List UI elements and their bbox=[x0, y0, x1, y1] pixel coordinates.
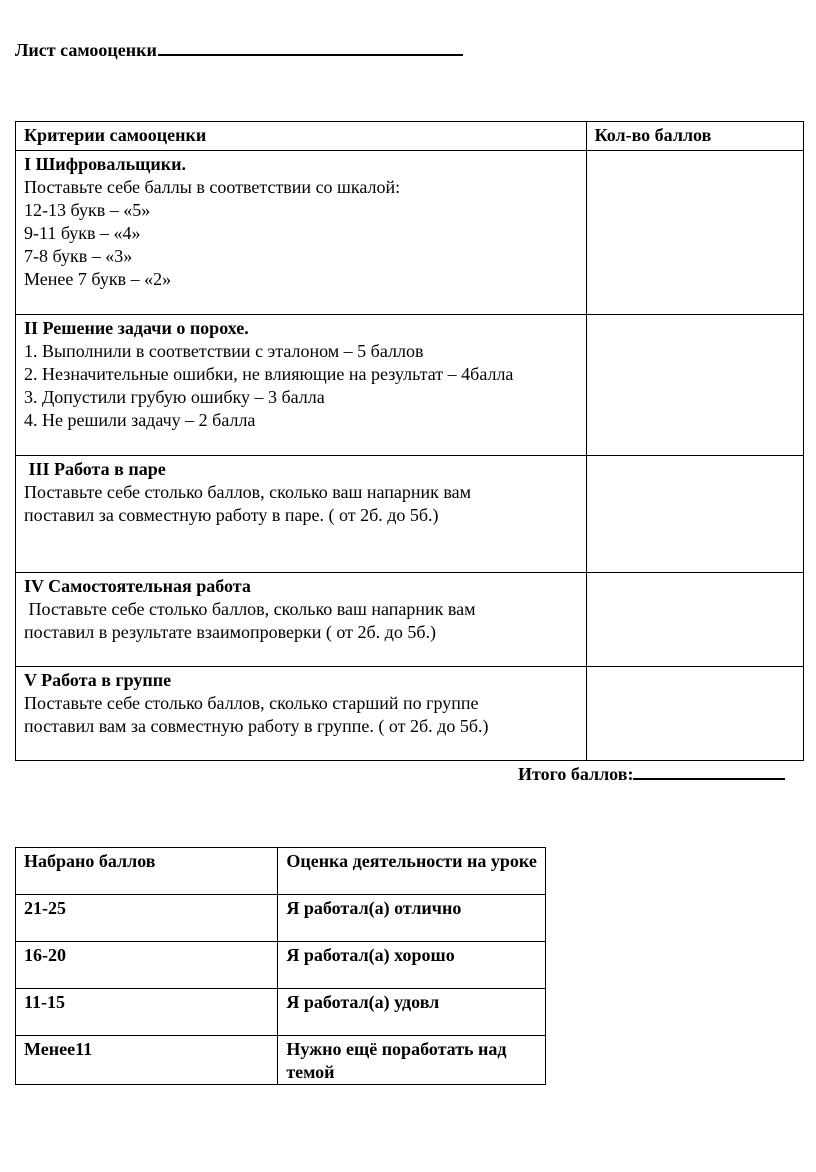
assessment-text: Нужно ещё поработать над темой bbox=[278, 1036, 546, 1085]
assessment-header: Оценка деятельности на уроке bbox=[278, 848, 546, 895]
score-range: Менее11 bbox=[16, 1036, 278, 1085]
score-header: Набрано баллов bbox=[16, 848, 278, 895]
total-blank-line[interactable] bbox=[633, 762, 785, 780]
criteria-line: 1. Выполнили в соответствии с эталоном – 5 баллов bbox=[24, 341, 424, 361]
criteria-line: Поставьте себе столько баллов, сколько ваш напарник вам bbox=[24, 482, 472, 502]
criteria-row-5 bbox=[16, 667, 804, 761]
points-cell[interactable] bbox=[586, 456, 803, 573]
grade-row bbox=[16, 989, 546, 1036]
title-blank-line bbox=[158, 38, 463, 56]
criteria-cell bbox=[16, 667, 587, 761]
criteria-line: 3. Допустили грубую ошибку – 3 балла bbox=[24, 387, 325, 407]
criteria-header: Критерии самооценки bbox=[16, 122, 587, 151]
score-range: 11-15 bbox=[16, 989, 278, 1036]
assessment-text: Я работал(а) отлично bbox=[278, 895, 546, 942]
criteria-cell bbox=[16, 573, 587, 667]
criteria-line: Поставьте себе столько баллов, сколько старший по группе bbox=[24, 693, 479, 713]
grade-row bbox=[16, 1036, 546, 1085]
criteria-cell bbox=[16, 151, 587, 315]
criteria-row-4 bbox=[16, 573, 804, 667]
assessment-text: Я работал(а) удовл bbox=[278, 989, 546, 1036]
points-cell[interactable] bbox=[586, 315, 803, 456]
criteria-heading: III Работа в паре bbox=[24, 459, 166, 479]
criteria-header-row bbox=[16, 122, 804, 151]
criteria-heading: IV Самостоятельная работа bbox=[24, 576, 251, 596]
criteria-line: поставил в результате взаимопроверки ( от 2б. до 5б.) bbox=[24, 622, 436, 642]
criteria-cell bbox=[16, 315, 587, 456]
criteria-line: 12-13 букв – «5» bbox=[24, 200, 151, 220]
criteria-cell bbox=[16, 456, 587, 573]
criteria-table bbox=[15, 121, 804, 761]
grade-table bbox=[15, 847, 546, 1085]
points-cell[interactable] bbox=[586, 667, 803, 761]
points-cell[interactable] bbox=[586, 151, 803, 315]
points-header: Кол-во баллов bbox=[586, 122, 803, 151]
criteria-line: Поставьте себе баллы в соответствии со шкалой: bbox=[24, 177, 401, 197]
total-label: Итого баллов: bbox=[518, 764, 634, 784]
total-points bbox=[518, 762, 785, 785]
criteria-line: Поставьте себе столько баллов, сколько ваш напарник вам bbox=[24, 599, 476, 619]
grade-row bbox=[16, 942, 546, 989]
page-title-text: Лист самооценки bbox=[15, 40, 157, 60]
criteria-row-3 bbox=[16, 456, 804, 573]
criteria-row-2 bbox=[16, 315, 804, 456]
grade-row bbox=[16, 895, 546, 942]
criteria-line: 4. Не решили задачу – 2 балла bbox=[24, 410, 256, 430]
assessment-text: Я работал(а) хорошо bbox=[278, 942, 546, 989]
criteria-heading: I Шифровальщики. bbox=[24, 154, 186, 174]
criteria-line: 9-11 букв – «4» bbox=[24, 223, 141, 243]
criteria-line: поставил вам за совместную работу в группе. ( от 2б. до 5б.) bbox=[24, 716, 489, 736]
page-title bbox=[15, 38, 463, 61]
points-cell[interactable] bbox=[586, 573, 803, 667]
criteria-line: Менее 7 букв – «2» bbox=[24, 269, 172, 289]
score-range: 21-25 bbox=[16, 895, 278, 942]
criteria-line: 7-8 букв – «3» bbox=[24, 246, 133, 266]
criteria-line: поставил за совместную работу в паре. ( от 2б. до 5б.) bbox=[24, 505, 439, 525]
score-range: 16-20 bbox=[16, 942, 278, 989]
criteria-line: 2. Незначительные ошибки, не влияющие на результат – 4балла bbox=[24, 364, 514, 384]
criteria-row-1 bbox=[16, 151, 804, 315]
criteria-heading: V Работа в группе bbox=[24, 670, 172, 690]
grade-header-row bbox=[16, 848, 546, 895]
criteria-heading: II Решение задачи о порохе. bbox=[24, 318, 249, 338]
